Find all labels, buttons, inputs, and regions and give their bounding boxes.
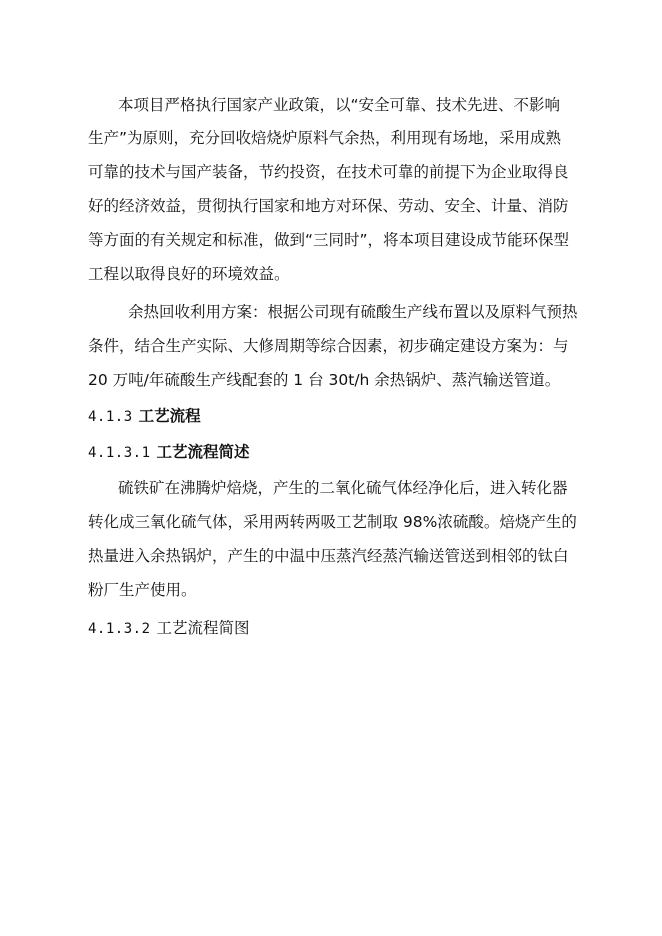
section-heading-4-1-3 <box>88 406 588 427</box>
paragraph-line: 热量进入余热锅炉，产生的中温中压蒸汽经蒸汽输送管送到相邻的钛白 <box>88 547 569 565</box>
paragraph-line: 条件，结合生产实际、大修周期等综合因素，初步确定建设方案为：与 <box>88 337 569 355</box>
section-title: 工艺流程 <box>138 407 201 425</box>
section-title: 工艺流程简述 <box>156 443 250 461</box>
paragraph-line: 生产”为原则，充分回收焙烧炉原料气余热，利用现有场地，采用成熟 <box>88 129 562 147</box>
paragraph-line: 余热回收利用方案：根据公司现有硫酸生产线布置以及原料气预热 <box>128 303 578 321</box>
paragraph-line: 硫铁矿在沸腾炉焙烧，产生的二氧化硫气体经净化后，进入转化器 <box>118 479 568 497</box>
paragraph-line: 工程以取得良好的环境效益。 <box>88 265 290 283</box>
paragraph-line: 粉厂生产使用。 <box>88 581 197 599</box>
section-heading-4-1-3-1 <box>88 442 588 463</box>
paragraph-line: 等方面的有关规定和标准，做到“三同时”，将本项目建设成节能环保型 <box>88 231 570 249</box>
paragraph-line: 可靠的技术与国产装备，节约投资，在技术可靠的前提下为企业取得良 <box>88 163 569 181</box>
paragraph-line: 转化成三氧化硫气体，采用两转两吸工艺制取 98%浓硫酸。焙烧产生的 <box>88 513 577 531</box>
section-number: 4.1.3.2 <box>88 621 151 637</box>
paragraph-line: 20 万吨/年硫酸生产线配套的 1 台 30t/h 余热锅炉、蒸汽输送管道。 <box>88 371 561 389</box>
paragraph-line: 本项目严格执行国家产业政策，以“安全可靠、技术先进、不影响 <box>118 96 561 114</box>
section-number: 4.1.3 <box>88 409 133 425</box>
section-heading-4-1-3-2 <box>88 618 588 639</box>
section-title: 工艺流程简图 <box>156 619 250 637</box>
section-number: 4.1.3.1 <box>88 445 151 461</box>
paragraph-line: 好的经济效益，贯彻执行国家和地方对环保、劳动、安全、计量、消防 <box>88 197 569 215</box>
